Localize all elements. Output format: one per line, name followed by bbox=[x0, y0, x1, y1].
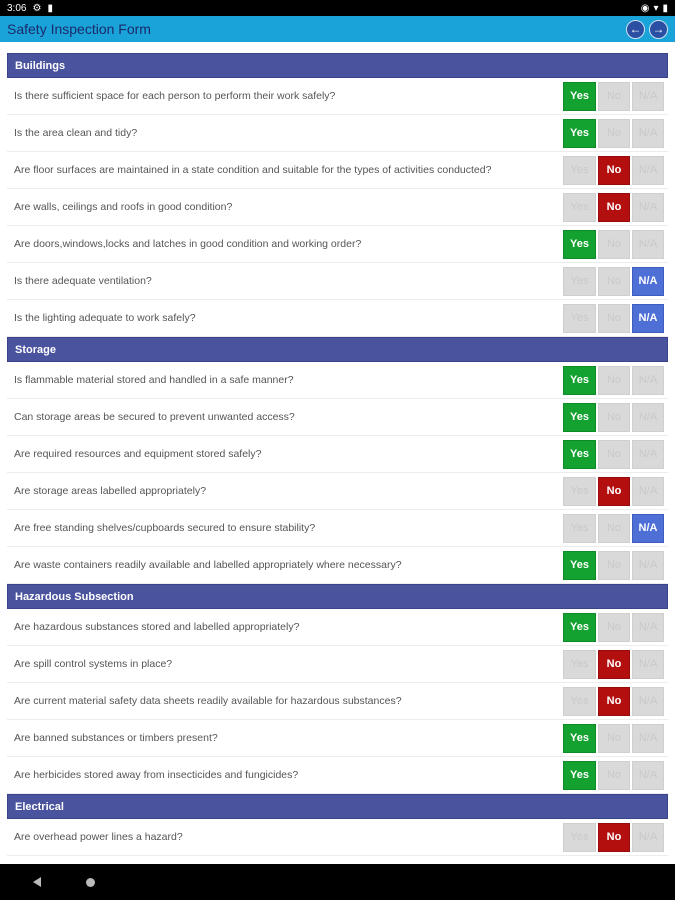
question-text: Is the area clean and tidy? bbox=[14, 127, 138, 139]
na-button[interactable]: N/A bbox=[632, 267, 664, 296]
question-text: Are storage areas labelled appropriately? bbox=[14, 485, 207, 497]
na-button[interactable]: N/A bbox=[632, 477, 664, 506]
yes-button[interactable]: Yes bbox=[563, 761, 596, 790]
answer-group bbox=[563, 304, 668, 333]
question-text: Is there sufficient space for each person to perform their work safely? bbox=[14, 90, 336, 102]
answer-group bbox=[563, 193, 668, 222]
no-button[interactable]: No bbox=[598, 366, 630, 395]
yes-button[interactable]: Yes bbox=[563, 304, 596, 333]
yes-button[interactable]: Yes bbox=[563, 156, 596, 185]
no-button[interactable]: No bbox=[598, 687, 630, 716]
question-text: Are free standing shelves/cupboards secured to ensure stability? bbox=[14, 522, 316, 534]
na-button[interactable]: N/A bbox=[632, 687, 664, 716]
no-button[interactable]: No bbox=[598, 724, 630, 753]
na-button[interactable]: N/A bbox=[632, 304, 664, 333]
question-text: Are banned substances or timbers present? bbox=[14, 732, 218, 744]
question-text: Are walls, ceilings and roofs in good condition? bbox=[14, 201, 233, 213]
na-button[interactable]: N/A bbox=[632, 650, 664, 679]
status-time: 3:06 bbox=[7, 2, 27, 14]
answer-group bbox=[563, 823, 668, 852]
yes-button[interactable]: Yes bbox=[563, 613, 596, 642]
section-header: Hazardous Subsection bbox=[7, 584, 668, 609]
system-nav-bar bbox=[0, 864, 675, 900]
question-text: Is the lighting adequate to work safely? bbox=[14, 312, 196, 324]
question-row bbox=[7, 399, 668, 436]
section-header: Electrical bbox=[7, 794, 668, 819]
question-text: Can storage areas be secured to prevent unwanted access? bbox=[14, 411, 295, 423]
location-icon: ◉ bbox=[640, 2, 650, 14]
na-button[interactable]: N/A bbox=[632, 156, 664, 185]
question-row bbox=[7, 362, 668, 399]
yes-button[interactable]: Yes bbox=[563, 477, 596, 506]
yes-button[interactable]: Yes bbox=[563, 823, 596, 852]
question-row bbox=[7, 473, 668, 510]
question-row bbox=[7, 646, 668, 683]
na-button[interactable]: N/A bbox=[632, 119, 664, 148]
yes-button[interactable]: Yes bbox=[563, 82, 596, 111]
answer-group bbox=[563, 650, 668, 679]
question-row bbox=[7, 757, 668, 794]
answer-group bbox=[563, 687, 668, 716]
answer-group bbox=[563, 761, 668, 790]
app-title: Safety Inspection Form bbox=[7, 21, 151, 37]
question-row bbox=[7, 683, 668, 720]
question-text: Are floor surfaces are maintained in a state condition and suitable for the types of activities conducted? bbox=[14, 164, 492, 176]
no-button[interactable]: No bbox=[598, 403, 630, 432]
yes-button[interactable]: Yes bbox=[563, 193, 596, 222]
answer-group bbox=[563, 613, 668, 642]
arrow-right-icon[interactable]: → bbox=[649, 20, 668, 39]
question-row bbox=[7, 226, 668, 263]
status-bar bbox=[0, 0, 675, 16]
na-button[interactable]: N/A bbox=[632, 613, 664, 642]
na-button[interactable]: N/A bbox=[632, 82, 664, 111]
question-text: Is flammable material stored and handled in a safe manner? bbox=[14, 374, 294, 386]
yes-button[interactable]: Yes bbox=[563, 119, 596, 148]
question-text: Are hazardous substances stored and labelled appropriately? bbox=[14, 621, 300, 633]
no-button[interactable]: No bbox=[598, 82, 630, 111]
question-text: Is there adequate ventilation? bbox=[14, 275, 152, 287]
no-button[interactable]: No bbox=[598, 230, 630, 259]
question-text: Are current material safety data sheets readily available for hazardous substances? bbox=[14, 695, 402, 707]
no-button[interactable]: No bbox=[598, 761, 630, 790]
na-button[interactable]: N/A bbox=[632, 761, 664, 790]
answer-group bbox=[563, 230, 668, 259]
system-home-icon[interactable] bbox=[86, 878, 95, 887]
answer-group bbox=[563, 156, 668, 185]
arrow-left-icon[interactable]: ← bbox=[626, 20, 645, 39]
yes-button[interactable]: Yes bbox=[563, 724, 596, 753]
question-text: Are spill control systems in place? bbox=[14, 658, 173, 670]
question-row bbox=[7, 609, 668, 646]
no-button[interactable]: No bbox=[598, 551, 630, 580]
answer-group bbox=[563, 119, 668, 148]
yes-button[interactable]: Yes bbox=[563, 514, 596, 543]
yes-button[interactable]: Yes bbox=[563, 267, 596, 296]
na-button[interactable]: N/A bbox=[632, 551, 664, 580]
yes-button[interactable]: Yes bbox=[563, 440, 596, 469]
question-row bbox=[7, 263, 668, 300]
no-button[interactable]: No bbox=[598, 156, 630, 185]
question-row bbox=[7, 819, 668, 856]
no-button[interactable]: No bbox=[598, 477, 630, 506]
no-button[interactable]: No bbox=[598, 440, 630, 469]
na-button[interactable]: N/A bbox=[632, 514, 664, 543]
sim-card-icon: ▮ bbox=[47, 2, 53, 14]
question-row bbox=[7, 189, 668, 226]
question-text: Are waste containers readily available and labelled appropriately where necessary? bbox=[14, 559, 402, 571]
question-row bbox=[7, 547, 668, 584]
no-button[interactable]: No bbox=[598, 304, 630, 333]
section-header: Buildings bbox=[7, 53, 668, 78]
answer-group bbox=[563, 724, 668, 753]
na-button[interactable]: N/A bbox=[632, 230, 664, 259]
question-row bbox=[7, 436, 668, 473]
no-button[interactable]: No bbox=[598, 650, 630, 679]
no-button[interactable]: No bbox=[598, 119, 630, 148]
yes-button[interactable]: Yes bbox=[563, 230, 596, 259]
system-back-icon[interactable] bbox=[33, 877, 41, 887]
na-button[interactable]: N/A bbox=[632, 193, 664, 222]
yes-button[interactable]: Yes bbox=[563, 403, 596, 432]
question-text: Are doors,windows,locks and latches in good condition and working order? bbox=[14, 238, 362, 250]
yes-button[interactable]: Yes bbox=[563, 551, 596, 580]
section-header: Storage bbox=[7, 337, 668, 362]
question-row bbox=[7, 720, 668, 757]
answer-group bbox=[563, 82, 668, 111]
na-button[interactable]: N/A bbox=[632, 724, 664, 753]
app-bar bbox=[0, 16, 675, 42]
answer-group bbox=[563, 440, 668, 469]
question-row bbox=[7, 510, 668, 547]
answer-group bbox=[563, 403, 668, 432]
question-row bbox=[7, 115, 668, 152]
no-button[interactable]: No bbox=[598, 613, 630, 642]
question-row bbox=[7, 152, 668, 189]
answer-group bbox=[563, 551, 668, 580]
question-text: Are overhead power lines a hazard? bbox=[14, 831, 183, 843]
question-text: Are required resources and equipment stored safely? bbox=[14, 448, 262, 460]
no-button[interactable]: No bbox=[598, 193, 630, 222]
form-content[interactable] bbox=[0, 42, 675, 864]
question-row bbox=[7, 300, 668, 337]
answer-group bbox=[563, 514, 668, 543]
na-button[interactable]: N/A bbox=[632, 823, 664, 852]
answer-group bbox=[563, 366, 668, 395]
no-button[interactable]: No bbox=[598, 823, 630, 852]
inspection-form bbox=[7, 53, 668, 856]
no-button[interactable]: No bbox=[598, 514, 630, 543]
na-button[interactable]: N/A bbox=[632, 366, 664, 395]
question-row bbox=[7, 78, 668, 115]
answer-group bbox=[563, 477, 668, 506]
na-button[interactable]: N/A bbox=[632, 440, 664, 469]
yes-button[interactable]: Yes bbox=[563, 687, 596, 716]
question-text: Are herbicides stored away from insecticides and fungicides? bbox=[14, 769, 299, 781]
no-button[interactable]: No bbox=[598, 267, 630, 296]
wifi-icon: ▾ bbox=[653, 2, 659, 14]
answer-group bbox=[563, 267, 668, 296]
na-button[interactable]: N/A bbox=[632, 403, 664, 432]
settings-gear-icon: ⚙ bbox=[32, 2, 42, 14]
battery-icon: ▮ bbox=[662, 2, 668, 14]
yes-button[interactable]: Yes bbox=[563, 366, 596, 395]
yes-button[interactable]: Yes bbox=[563, 650, 596, 679]
